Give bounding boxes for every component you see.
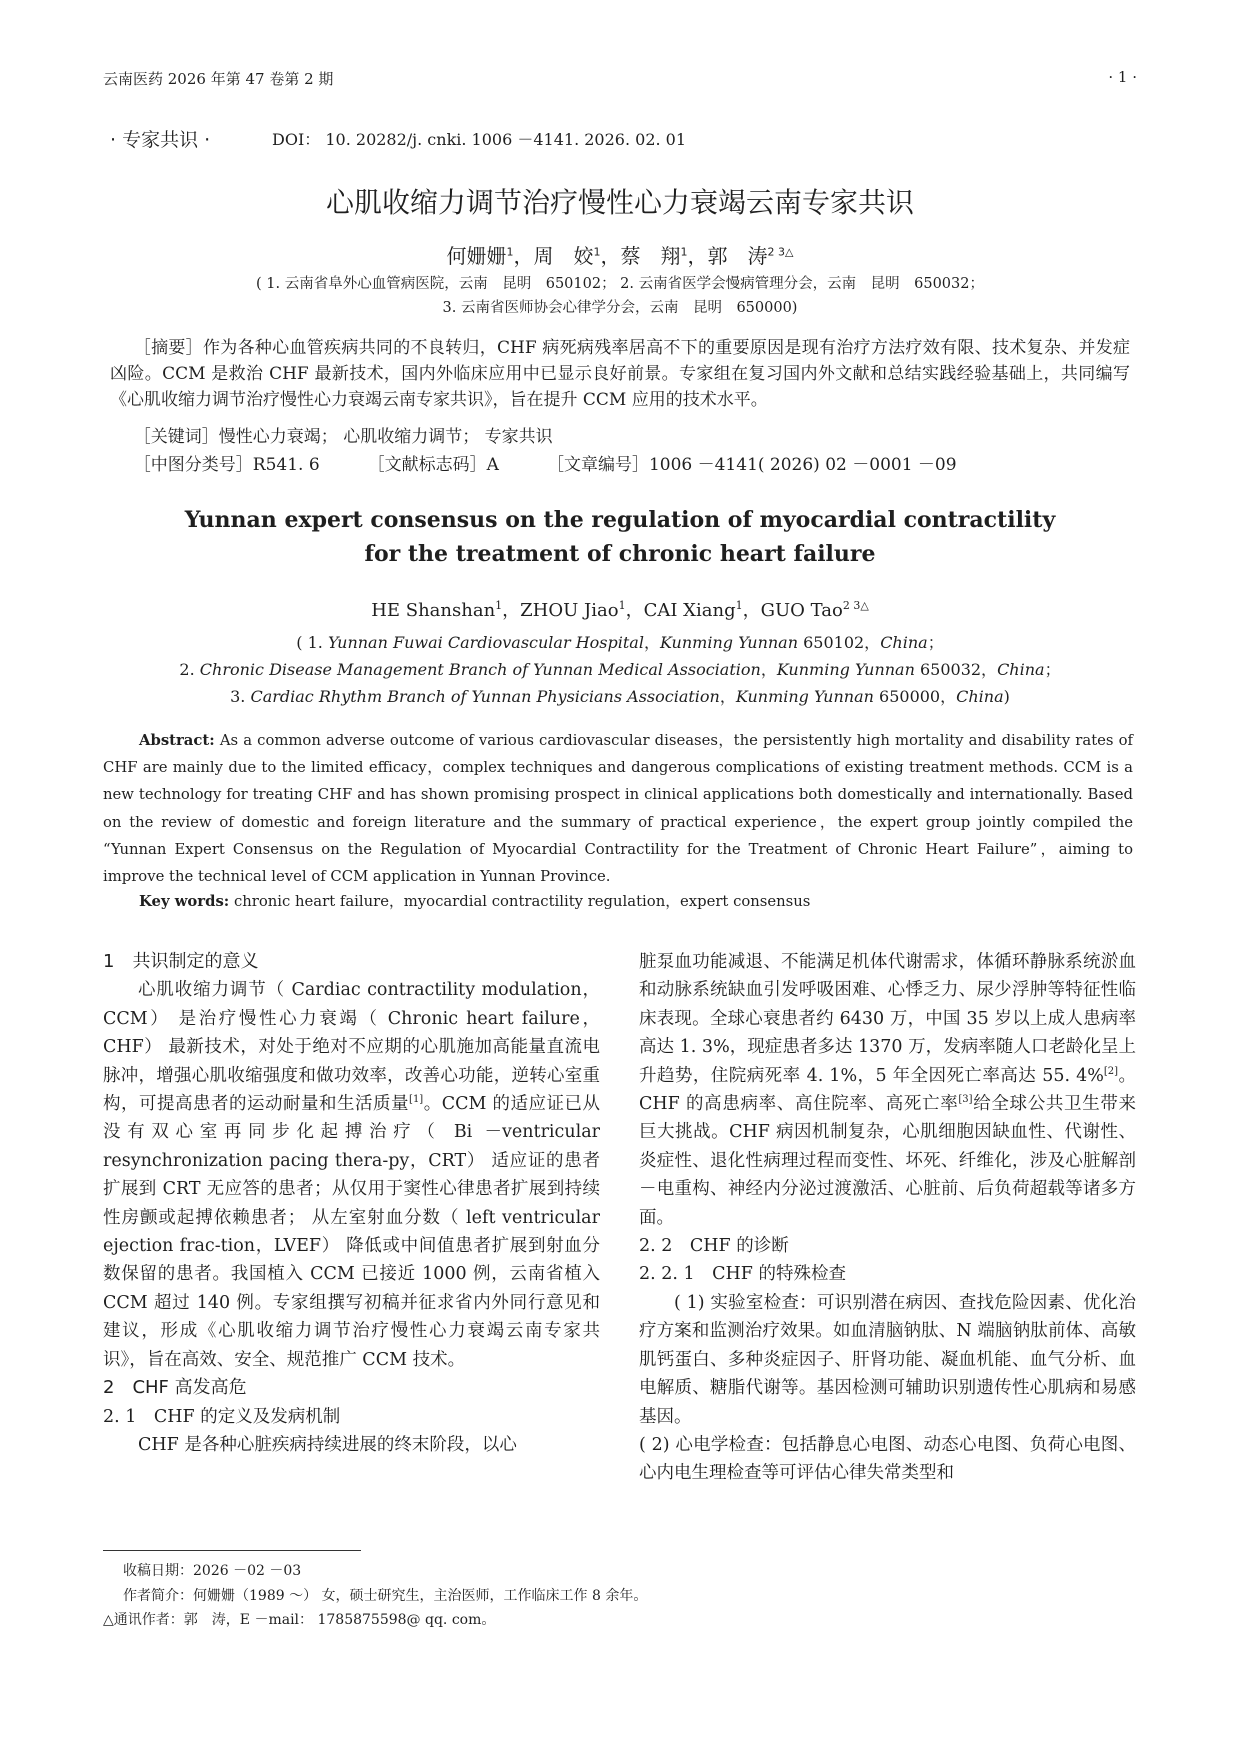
abstract-cn — [110, 335, 1130, 413]
author-name: GUO Tao — [760, 600, 843, 621]
authors-cn: 何姗姗$^1$，周 姣$^1$，蔡 翔$^1$，郭 涛$^{2 3\triangle}$ — [446, 244, 794, 268]
affiliation-en: 3. Cardiac Rhythm Branch of Yunnan Physicians Association，Kunming Yunnan 650000，China) — [230, 687, 1010, 706]
section-heading: 1 共识制定的意义 — [103, 951, 259, 972]
section-heading: 2 CHF 高发高危 — [103, 1377, 247, 1399]
citation: [1] — [409, 1094, 424, 1106]
body-paragraph: ( 2) 心电学检查：包括静息心电图、动态心电图、负荷心电图、心内电生理检查等可评估心律失常类型和 — [639, 1434, 1136, 1484]
classification-line — [110, 450, 957, 475]
author-affiliation-mark: 1 — [680, 245, 688, 259]
body-paragraph: 心肌收缩力调节（ Cardiac contractility modulation，CCM） 是治疗慢性心力衰竭（ Chronic heart failure，CHF） 最新技术，对处于绝对不应期的心肌施加高能量直流电脉冲，增强心肌收缩强度和做功效率，改善心功能，逆转心室重构，可提高患者的运动耐量和生活质量[1]。CCM 的适应证已从没有双心室再同步化起搏治疗（ Bi －ventricular resynchronization pacing thera-py，CRT） 适应证的患者扩展到 CRT 无应答的患者；从仅用于窦性心律患者扩展到持续性房颤或起搏依赖患者； 从左室射血分数（ left ventricular ejection frac-tion，LVEF） 降低或中间值患者扩展到射血分数保留的患者。我国植入 CCM 已接近 1000 例，云南省植入 CCM 超过 140 例。专家组撰写初稿并征求省内外同行意见和建议，形成《心肌收缩力调节治疗慢性心力衰竭云南专家共识》，旨在高效、安全、规范推广 CCM 技术。 — [103, 980, 600, 1370]
page-number: · 1 · — [1108, 68, 1137, 86]
body-paragraph: CHF 是各种心脏疾病持续进展的终末阶段，以心 — [138, 1434, 517, 1455]
author-name: HE Shanshan — [371, 600, 496, 621]
body-column-right — [639, 948, 1136, 1488]
footnote-rule — [103, 1550, 361, 1551]
author-affiliation-mark: 1 — [593, 245, 601, 259]
abstract-en — [103, 727, 1133, 890]
doc-code-label: ［文献标志码］ — [367, 455, 487, 475]
author-name: CAI Xiang — [643, 600, 736, 621]
affiliation-cn: ( 1. 云南省阜外心血管病医院，云南 昆明 650102； 2. 云南省医学会慢病管理分会，云南 昆明 650032； — [256, 276, 984, 292]
doc-code-value: A — [486, 455, 499, 475]
doi: DOI： 10. 20282/j. cnki. 1006 －4141. 2026. 02. 01 — [272, 130, 687, 149]
keywords-cn-label: ［关键词］ — [133, 427, 219, 447]
subsection-heading: 2. 2 CHF 的诊断 — [639, 1236, 789, 1257]
authors-en: HE Shanshan$^1$，ZHOU Jiao$^1$，CAI Xiang$^1$，GUO Tao$^{2 3\triangle}$ — [371, 599, 869, 621]
author-affiliation-mark: 2 3△ — [767, 245, 794, 259]
footnote-received: 收稿日期：2026 －02 －03 — [123, 1563, 302, 1579]
keywords-cn — [110, 422, 553, 447]
author-affiliation-mark: 2 3△ — [842, 599, 869, 612]
author-affiliation-mark: 1 — [735, 599, 743, 612]
article-no-label: ［文章编号］ — [546, 455, 649, 475]
body-column-left — [103, 948, 600, 1459]
author-name: 蔡 翔 — [620, 244, 681, 268]
institution: Yunnan Fuwai Cardiovascular Hospital — [327, 633, 644, 652]
footnote-corresponding-author: △通讯作者：郭 涛，E －mail： 1785875598@ qq. com。 — [103, 1612, 496, 1628]
footnote-author-bio: 作者简介：何姗姗（1989 ～） 女，硕士研究生，主治医师，工作临床工作 8 余年。 — [123, 1588, 648, 1604]
author-name: 周 姣 — [533, 244, 594, 268]
citation: [3] — [958, 1094, 973, 1106]
author-name: 何姗姗 — [446, 244, 507, 268]
body-paragraph-continued: 脏泵血功能减退、不能满足机体代谢需求，体循环静脉系统淤血和动脉系统缺血引发呼吸困难、心悸乏力、尿少浮肿等特征性临床表现。全球心衰患者约 6430 万，中国 35 岁以上成人患病率高达 1. 3%，现症患者多达 1370 万，发病率随人口老龄化呈上升趋势，住院病死率 4. 1%，5 年全因死亡率高达 55. 4%[2]。CHF 的高患病率、高住院率、高死亡率[3]给全球公共卫生带来巨大挑战。CHF 病因机制复杂，心肌细胞因缺血性、代谢性、炎症性、退化性病理过程而变性、坏死、纤维化，涉及心脏解剖－电重构、神经内分泌过渡激活、心脏前、后负荷超载等诸多方面。 — [639, 952, 1137, 1228]
article-no-value: 1006 －4141( 2026) 02 －0001 －09 — [648, 455, 957, 475]
keywords-cn-text: 慢性心力衰竭； 心肌收缩力调节； 专家共识 — [218, 427, 553, 447]
abstract-en-label: Abstract: — [139, 732, 215, 749]
city: Kunming Yunnan — [776, 660, 915, 679]
affiliation-en: 2. Chronic Disease Management Branch of Yunnan Medical Association，Kunming Yunnan 650032，China； — [179, 660, 1061, 679]
country: China — [997, 660, 1045, 679]
clc-value: R541. 6 — [252, 455, 320, 475]
country: China — [880, 633, 928, 652]
abstract-cn-label: ［摘要］ — [133, 338, 203, 358]
keywords-en-label: Key words: — [139, 893, 230, 910]
institution: Cardiac Rhythm Branch of Yunnan Physicians Association — [250, 687, 720, 706]
title-en-line: for the treatment of chronic heart failure — [364, 541, 876, 567]
title-cn: 心肌收缩力调节治疗慢性心力衰竭云南专家共识 — [325, 186, 914, 219]
city: Kunming Yunnan — [735, 687, 874, 706]
column-tag: · 专家共识 · — [110, 129, 211, 151]
title-en — [0, 503, 1240, 571]
city: Kunming Yunnan — [659, 633, 799, 652]
author-name: 郭 涛 — [707, 244, 768, 268]
author-affiliation-mark: 1 — [495, 599, 503, 612]
keywords-en — [139, 890, 810, 911]
abstract-en-text: As a common adverse outcome of various cardiovascular diseases，the persistently high mortality and disability rates of CHF are mainly due to the limited efficacy，complex techniques and dangerous complications of existing treatment methods. CCM is a new technology for treating CHF and has shown promising prospect in clinical applications both domestically and internationally. Based on the review of domestic and foreign literature and the summary of practical experience，the expert group jointly compiled the “Yunnan Expert Consensus on the Regulation of Myocardial Contractility for the Treatment of Chronic Heart Failure”，aiming to improve the technical level of CCM application in Yunnan Province. — [103, 732, 1133, 886]
body-paragraph: ( 1) 实验室检查：可识别潜在病因、查找危险因素、优化治疗方案和监测治疗效果。如血清脑钠肽、N 端脑钠肽前体、高敏肌钙蛋白、多种炎症因子、肝肾功能、凝血机能、血气分析、血电解质、糖脂代谢等。基因检测可辅助识别遗传性心肌病和易感基因。 — [639, 1292, 1136, 1427]
running-head: 云南医药 2026 年第 47 卷第 2 期 — [103, 70, 334, 88]
affiliation-cn: 3. 云南省医师协会心律学分会，云南 昆明 650000) — [442, 300, 798, 316]
citation: [2] — [1103, 1065, 1119, 1077]
keywords-en-text: chronic heart failure，myocardial contractility regulation，expert consensus — [233, 893, 811, 910]
institution: Chronic Disease Management Branch of Yunnan Medical Association — [199, 660, 761, 679]
country: China — [956, 687, 1004, 706]
subsubsection-heading: 2. 2. 1 CHF 的特殊检查 — [639, 1264, 847, 1285]
author-affiliation-mark: 1 — [506, 245, 514, 259]
subsection-heading: 2. 1 CHF 的定义及发病机制 — [103, 1406, 341, 1427]
abstract-cn-text: 作为各种心血管疾病共同的不良转归，CHF 病死病残率居高不下的重要原因是现有治疗方法疗效有限、技术复杂、并发症凶险。CCM 是救治 CHF 最新技术，国内外临床应用中已显示良好前景。专家组在复习国内外文献和总结实践经验基础上，共同编写《心肌收缩力调节治疗慢性心力衰竭云南专家共识》，旨在提升 CCM 应用的技术水平。 — [110, 338, 1131, 410]
clc-label: ［中图分类号］ — [133, 455, 253, 475]
title-en-line: Yunnan expert consensus on the regulation of myocardial contractility — [184, 507, 1056, 533]
affiliation-en: ( 1. Yunnan Fuwai Cardiovascular Hospital，Kunming Yunnan 650102，China； — [296, 633, 944, 652]
author-affiliation-mark: 1 — [618, 599, 626, 612]
author-name: ZHOU Jiao — [520, 600, 619, 621]
